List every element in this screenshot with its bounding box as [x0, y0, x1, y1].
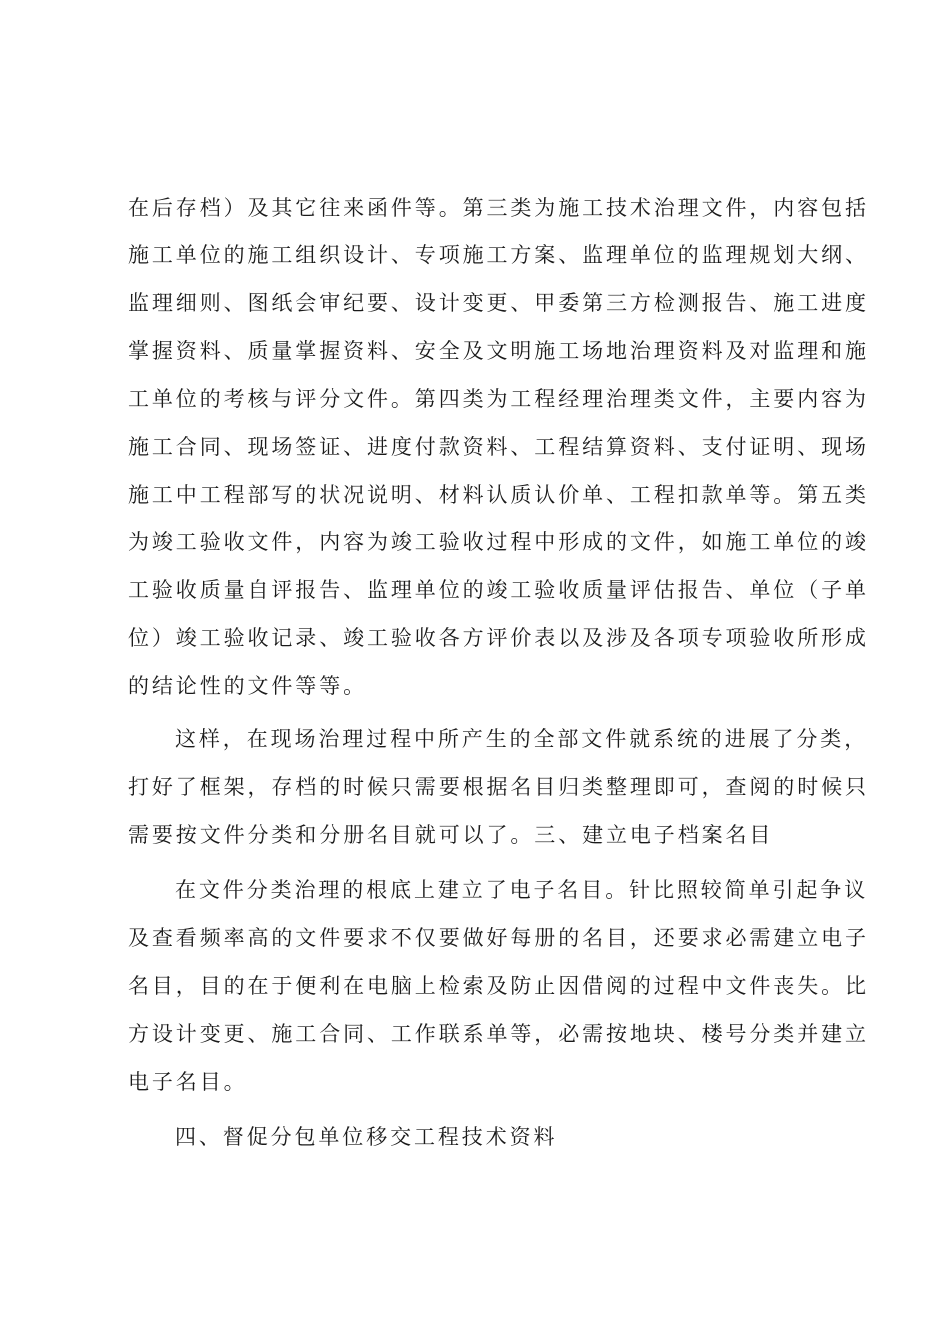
text-line: 的结论性的文件等等。: [128, 674, 367, 698]
text-line: 名目，目的在于便利在电脑上检索及防止因借阅的过程中文件丧失。比: [128, 974, 869, 998]
text-line: 位）竣工验收记录、竣工验收各方评价表以及涉及各项专项验收所形成: [128, 626, 869, 650]
text-line: 电子名目。: [128, 1070, 248, 1094]
text-line: 在后存档）及其它往来函件等。第三类为施工技术治理文件，内容包括: [128, 196, 869, 220]
text-line: 施工中工程部写的状况说明、材料认质认价单、工程扣款单等。第五类: [128, 483, 869, 507]
text-line: 为竣工验收文件，内容为竣工验收过程中形成的文件，如施工单位的竣: [128, 530, 869, 554]
text-line: 掌握资料、质量掌握资料、安全及文明施工场地治理资料及对监理和施: [128, 339, 869, 363]
text-line: 工验收质量自评报告、监理单位的竣工验收质量评估报告、单位（子单: [128, 578, 869, 602]
text-line: 施工单位的施工组织设计、专项施工方案、监理单位的监理规划大纲、: [128, 243, 869, 267]
text-line: 需要按文件分类和分册名目就可以了。三、建立电子档案名目: [128, 823, 774, 847]
text-line: 工单位的考核与评分文件。第四类为工程经理治理类文件，主要内容为: [128, 387, 869, 411]
text-line: 这样，在现场治理过程中所产生的全部文件就系统的进展了分类，: [175, 727, 869, 751]
text-line: 在文件分类治理的根底上建立了电子名目。针比照较简单引起争议: [175, 878, 869, 902]
section-heading: 四、督促分包单位移交工程技术资料: [175, 1125, 558, 1149]
text-line: 打好了框架，存档的时候只需要根据名目归类整理即可，查阅的时候只: [128, 775, 869, 799]
text-line: 及查看频率高的文件要求不仅要做好每册的名目，还要求必需建立电子: [128, 926, 869, 950]
text-line: 监理细则、图纸会审纪要、设计变更、甲委第三方检测报告、施工进度: [128, 291, 869, 315]
text-line: 方设计变更、施工合同、工作联系单等，必需按地块、楼号分类并建立: [128, 1022, 869, 1046]
text-line: 施工合同、现场签证、进度付款资料、工程结算资料、支付证明、现场: [128, 435, 869, 459]
